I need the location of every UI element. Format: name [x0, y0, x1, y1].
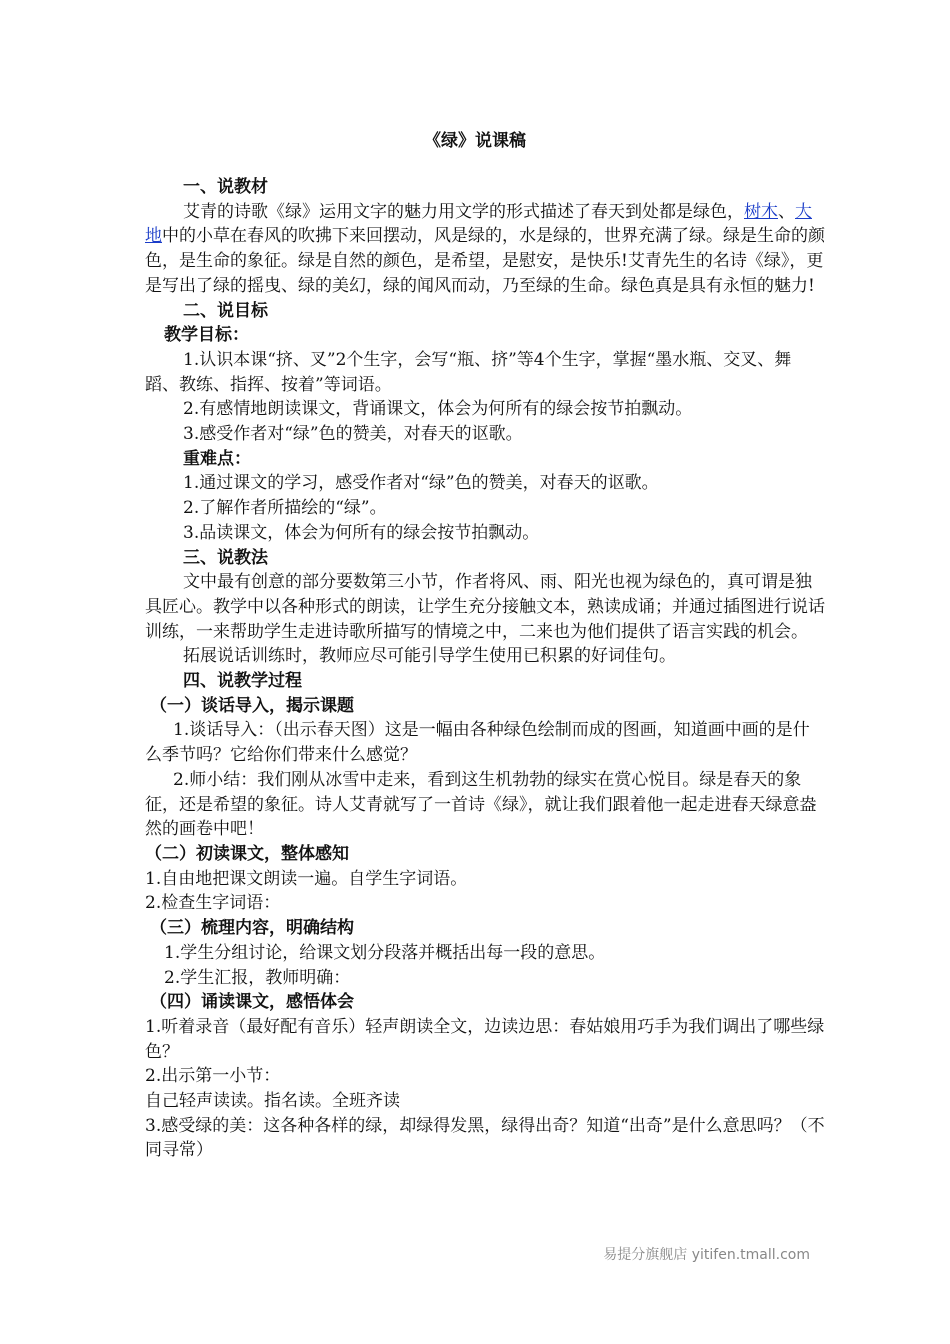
process-item: 1.学生分组讨论，给课文划分段落并概括出每一段的意思。 [164, 942, 606, 963]
textbook-paragraph [145, 200, 825, 299]
key-point-item: 3.品读课文，体会为何所有的绿会按节拍飘动。 [183, 522, 540, 543]
key-points-label: 重难点： [183, 448, 251, 469]
process-step-heading: （一）谈话导入，揭示课题 [150, 695, 354, 716]
section-heading-goals: 二、说目标 [183, 300, 268, 321]
textbook-separator: 、 [778, 201, 795, 222]
process-item: 自己轻声读读。指名读。全班齐读 [145, 1091, 400, 1112]
textbook-text-a: 艾青的诗歌《绿》运用文字的魅力用文学的形式描述了春天到处都是绿色， [183, 201, 744, 222]
textbook-text-b: 中的小草在春风的吹拂下来回摆动，风是绿的，水是绿的，世界充满了绿。绿是生命的颜色，是生命的象征。绿是自然的颜色，是希望，是慰安，是快乐!艾青先生的名诗《绿》，更是写出了绿的摇曳、绿的美幻，绿的闻风而动，乃至绿的生命。绿色真是具有永恒的魅力! [145, 226, 825, 296]
process-item: 1.自由地把课文朗读一遍。自学生字词语。 [145, 868, 468, 889]
section-heading-textbook: 一、说教材 [183, 177, 268, 197]
process-item: 3.感受绿的美：这各种各样的绿，却绿得发黑，绿得出奇？知道“出奇”是什么意思吗？（不同寻常） [145, 1115, 825, 1161]
goal-item: 2.有感情地朗读课文，背诵课文，体会为何所有的绿会按节拍飘动。 [183, 399, 693, 420]
section-heading-process: 四、说教学过程 [183, 671, 302, 692]
methods-paragraph: 拓展说话训练时，教师应尽可能引导学生使用已积累的好词佳句。 [183, 646, 676, 667]
process-item: 2.出示第一小节： [145, 1066, 281, 1087]
process-item: 1.听着录音（最好配有音乐）轻声朗读全文，边读边思：春姑娘用巧手为我们调出了哪些绿色？ [145, 1016, 825, 1062]
methods-paragraph: 文中最有创意的部分要数第三小节，作者将风、雨、阳光也视为绿色的，真可谓是独具匠心。教学中以各种形式的朗读，让学生充分接触文本，熟读成诵；并通过插图进行说话训练，一来帮助学生走进诗歌所描写的情境之中，二来也为他们提供了语言实践的机会。 [145, 572, 825, 642]
goal-item: 3.感受作者对“绿”色的赞美，对春天的讴歌。 [183, 424, 523, 445]
process-item: 2.学生汇报，教师明确： [164, 967, 351, 988]
link-earth[interactable]: 大地 [145, 201, 812, 247]
link-trees[interactable]: 树木 [744, 201, 778, 222]
key-point-item: 1.通过课文的学习，感受作者对“绿”色的赞美，对春天的讴歌。 [183, 473, 659, 494]
goal-item: 1.认识本课“挤、叉”2个生字，会写“瓶、挤”等4个生字，掌握“墨水瓶、交叉、舞蹈、教练、指挥、按着”等词语。 [145, 349, 792, 395]
process-step-heading: （四）诵读课文，感悟体会 [150, 992, 354, 1013]
process-step-heading: （二）初读课文，整体感知 [145, 843, 349, 864]
document-title: 《绿》说课稿 [424, 131, 526, 151]
process-item: 2.师小结：我们刚从冰雪中走来，看到这生机勃勃的绿实在赏心悦目。绿是春天的象征，还是希望的象征。诗人艾青就写了一首诗《绿》，就让我们跟着他一起走进春天绿意盎然的画卷中吧！ [145, 769, 817, 840]
process-step-heading: （三）梳理内容，明确结构 [150, 918, 354, 939]
process-item: 2.检查生字词语： [145, 893, 281, 914]
key-point-item: 2.了解作者所描绘的“绿”。 [183, 498, 387, 519]
footer-watermark: 易提分旗舰店 yitifen.tmall.com [603, 1247, 810, 1263]
process-item: 1.谈话导入：（出示春天图）这是一幅由各种绿色绘制而成的图画，知道画中画的是什么季节吗？它给你们带来什么感觉？ [145, 720, 810, 766]
section-heading-methods: 三、说教法 [183, 547, 268, 568]
teaching-goals-label: 教学目标： [164, 325, 249, 346]
document-body [145, 175, 825, 1163]
